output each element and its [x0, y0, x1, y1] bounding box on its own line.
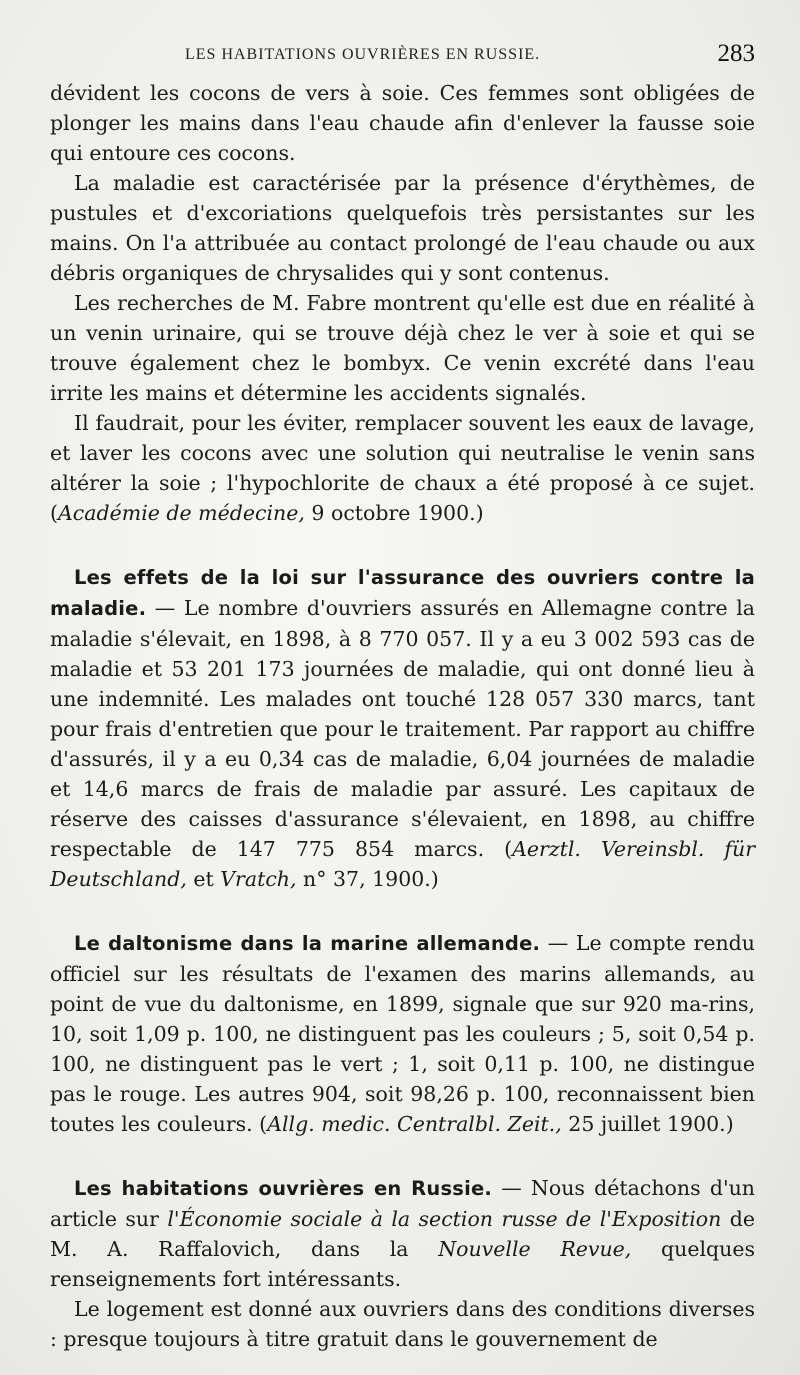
- section-text-insurance: — Le nombre d'ouvriers assurés en Allemagne contre la maladie s'élevait, en 1898, à 8 770 057. Il y a eu 3 002 593 cas de maladie et 53 201 173 journées de maladie, qui ont donné lieu à une indemnité. Les malades ont touché 128 057 330 marcs, tant pour frais d'entretien que pour le traitement. Par rapport au chiffre d'assurés, il y a eu 0,34 cas de maladie, 6,04 journées de maladie et 14,6 marcs de frais de maladie par assuré. Les capitaux de réserve des caisses d'assurance s'élevaient, en 1898, au chiffre respectable de 147 775 854 marcs. (: [50, 596, 755, 861]
- prevention-text: Il faudrait, pour les éviter, remplacer souvent les eaux de lavage, et laver les cocons avec une solution qui neutralise le venin sans altérer la soie ; l'hypochlorite de chaux a été proposé à ce sujet. (: [50, 411, 755, 525]
- paragraph-prevention: [50, 408, 755, 528]
- section-title-daltonism: Le daltonisme dans la marine allemande.: [74, 932, 541, 955]
- section-text-housing: — Nous détachons d'un article sur: [50, 1176, 755, 1231]
- page-header: [50, 38, 755, 74]
- citation-joiner: et: [186, 867, 221, 891]
- source-citation: Allg. medic. Centralbl. Zeit.,: [267, 1112, 562, 1136]
- paragraph-disease-description: La maladie est caractérisée par la présence d'érythèmes, de pustules et d'excoriations quelquefois très persistantes sur les mains. On l'a attribuée au contact prolongé de l'eau chaude ou aux débris organiques de chrysalides qui y sont contenus.: [50, 171, 755, 285]
- citation-date: 9 octobre 1900.): [304, 501, 484, 525]
- section-text-housing: de M. A. Raffalovich, dans la: [50, 1207, 756, 1261]
- source-citation: Aerztl. Vereinsbl. für Deutschland,: [50, 837, 755, 891]
- citation-date: 25 juillet 1900.): [561, 1112, 734, 1136]
- paragraph-continuation: dévident les cocons de vers à soie. Ces femmes sont obligées de plonger les mains dans l'eau chaude afin d'enlever la fausse soie qui entoure ces cocons.: [50, 81, 755, 165]
- article-title: l'Économie sociale à la section russe de l'Exposition: [167, 1207, 722, 1231]
- running-title: LES HABITATIONS OUVRIÈRES EN RUSSIE.: [185, 46, 541, 63]
- section-text-housing: quelques renseignements fort intéressants.: [50, 1237, 755, 1291]
- source-citation: Académie de médecine,: [58, 501, 305, 525]
- paragraph-fabre-research: Les recherches de M. Fabre montrent qu'elle est due en réalité à un venin urinaire, qui se trouve déjà chez le ver à soie et qui se trouve également chez le bombyx. Ce venin excrété dans l'eau irrite les mains et détermine les accidents signalés.: [50, 291, 755, 405]
- section-insurance: [50, 562, 755, 894]
- section-title-housing: Les habitations ouvrières en Russie.: [74, 1177, 492, 1200]
- journal-title: Nouvelle Revue,: [438, 1237, 632, 1261]
- section-text-daltonism: — Le compte rendu officiel sur les résultats de l'examen des marins allemands, au point de vue du daltonisme, en 1899, signale que sur 920 ma-rins, 10, soit 1,09 p. 100, ne distinguent pas les couleurs ; 5, soit 0,54 p. 100, ne distinguent pas le vert ; 1, soit 0,11 p. 100, ne distingue pas le rouge. Les autres 904, soit 98,26 p. 100, reconnaissent bien toutes les couleurs. (: [50, 931, 756, 1136]
- body-text: [50, 78, 755, 1354]
- paragraph-housing-conditions: Le logement est donné aux ouvriers dans des conditions diverses : presque toujours à titre gratuit dans le gouvernement de: [50, 1297, 755, 1351]
- section-daltonism: [50, 928, 755, 1139]
- citation-date: n° 37, 1900.): [296, 867, 439, 891]
- section-housing: [50, 1173, 755, 1294]
- section-title-insurance: Les effets de la loi sur l'assurance des ouvriers contre la maladie.: [50, 566, 755, 620]
- source-citation: Vratch,: [220, 867, 297, 891]
- page-number: 283: [717, 40, 755, 67]
